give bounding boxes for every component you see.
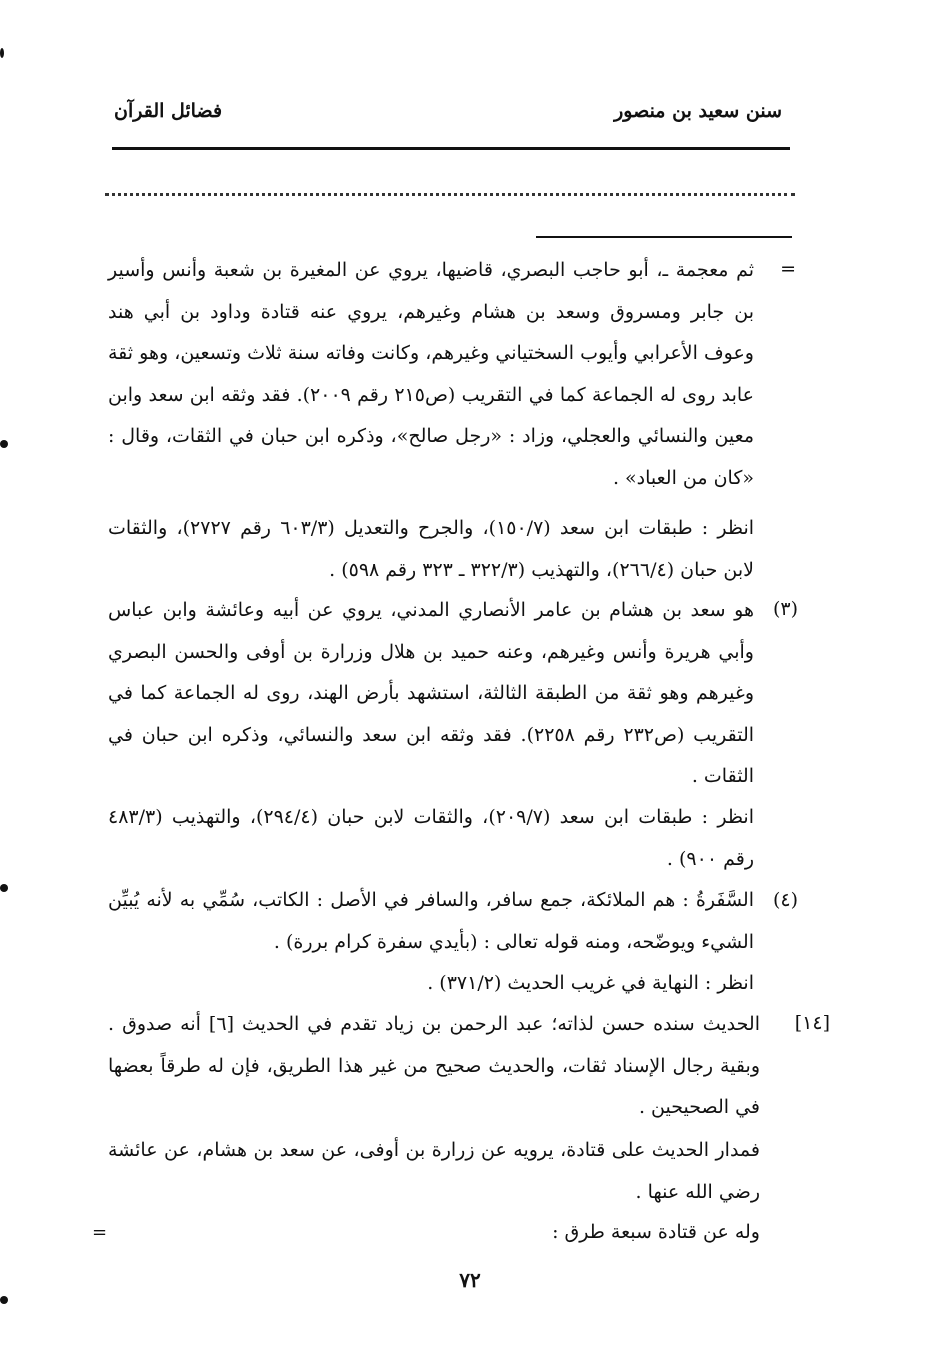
note-3-text: هو سعد بن هشام بن عامر الأنصاري المدني، يروي عن أبيه وعائشة وابن عباس وأبي هريرة وأنس وغيرهم، وعنه حميد بن هلال وزرارة بن أوفى والحسن البصري وغيرهم وهو ثقة من الطبقة الثالثة، استشهد بأرض الهند، روى له الجماعة كما في التقريب (ص٢٣٢ رقم ٢٢٥٨). فقد وثقه ابن سعد والنسائي، وذكره ابن حبان في الثقات .	[108, 599, 755, 787]
note-4-text: السَّفَرةُ : هم الملائكة، جمع سافر، والسافر في الأصل : الكاتب، سُمِّي به لأنه يُبيِّن الشيء ويوضّحه، ومنه قوله تعالى : (بأيدي سفرة كرام بررة) .	[108, 889, 754, 953]
footnote-divider	[536, 236, 792, 238]
hadith-14-marker: [١٤]	[794, 1012, 830, 1034]
hadith-14-text-3: وله عن قتادة سبعة طرق :	[552, 1221, 760, 1243]
dotted-separator	[105, 193, 795, 196]
hadith-14-text-2: فمدار الحديث على قتادة، يرويه عن زرارة بن أوفى، عن سعد بن هشام، عن عائشة رضي الله عنها .	[108, 1139, 760, 1203]
hadith-14-text: الحديث سنده حسن لذاته؛ عبد الرحمن بن زياد تقدم في الحديث [٦] أنه صدوق . وبقية رجال الإسناد ثقات، والحديث صحيح من غير هذا الطريق، فإن له طرقاً بعضها في الصحيحين .	[108, 1013, 760, 1118]
scan-speck	[0, 440, 8, 448]
scan-speck	[0, 48, 4, 58]
section-title: فضائل القرآن	[114, 100, 223, 122]
note-3-refs: انظر : طبقات ابن سعد (٢٠٩/٧)، والثقات لابن حبان (٢٩٤/٤)، والتهذيب (٤٨٣/٣ رقم ٩٠٠) .	[108, 806, 754, 870]
continuation-refs: انظر : طبقات ابن سعد (١٥٠/٧)، والجرح والتعديل (٦٠٣/٣ رقم ٢٧٢٧)، والثقات لابن حبان (٢٦٦/٤)، والتهذيب (٣٢٢/٣ ـ ٣٢٣ رقم ٥٩٨) .	[108, 517, 755, 581]
note-4-refs: انظر : النهاية في غريب الحديث (٣٧١/٢) .	[427, 972, 754, 994]
continuation-marker: =	[780, 258, 796, 280]
note-3-marker: (٣)	[772, 598, 798, 620]
scan-speck	[0, 1296, 8, 1304]
book-title: سنن سعيد بن منصور	[614, 100, 782, 122]
continues-marker: =	[92, 1222, 108, 1243]
header-divider	[112, 147, 790, 150]
page-number: ٧٢	[459, 1268, 481, 1292]
scan-speck	[0, 884, 8, 892]
note-4-marker: (٤)	[772, 889, 798, 911]
continuation-text: ثم معجمة ـ، أبو حاجب البصري، قاضيها، يروي عن المغيرة بن شعبة وأنس وأسير بن جابر ومسروق وسعد بن هشام وغيرهم، يروي عنه قتادة وداود بن أبي هند وعوف الأعرابي وأيوب السختياني وغيرهم، وكانت وفاته سنة ثلاث وتسعين، وهو ثقة عابد روى له الجماعة كما في التقريب (ص٢١٥ رقم ٢٠٠٩). فقد وثقه ابن سعد وابن معين والنسائي والعجلي، وزاد : «رجل صالح»، وذكره ابن حبان في الثقات، وقال : «كان من العباد» .	[108, 259, 755, 489]
